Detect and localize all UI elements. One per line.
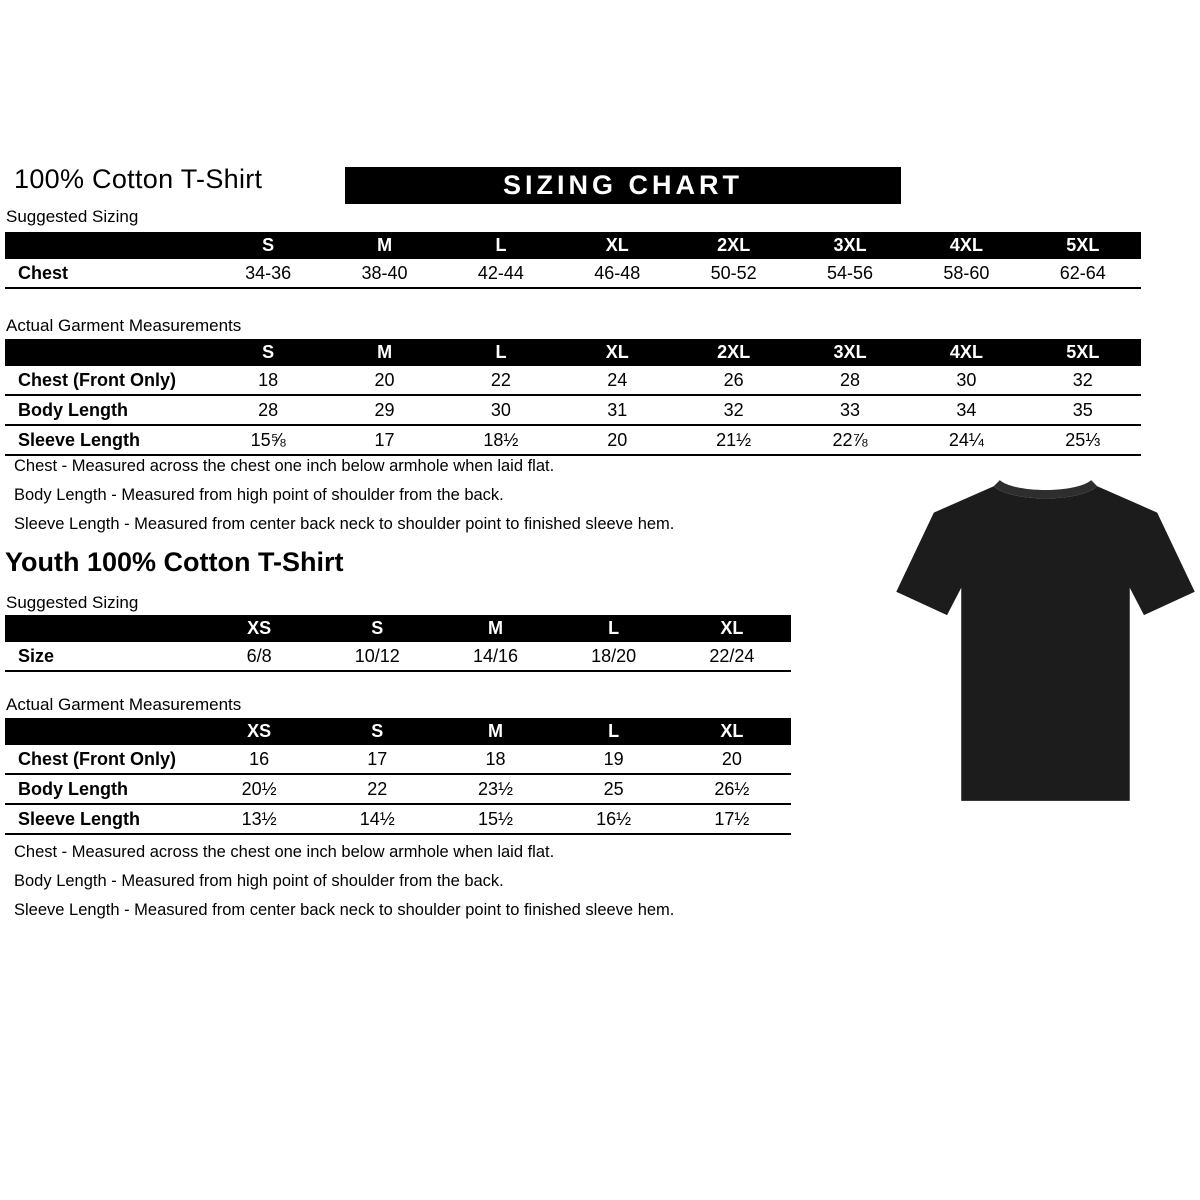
table-cell: 16 bbox=[200, 745, 318, 774]
column-header: XL bbox=[673, 718, 791, 745]
table-cell: 22 bbox=[318, 774, 436, 804]
column-header: XS bbox=[200, 615, 318, 642]
table-cell: 25 bbox=[555, 774, 673, 804]
table-row bbox=[5, 804, 791, 834]
table-row bbox=[5, 259, 1141, 288]
column-header: 3XL bbox=[792, 232, 908, 259]
column-header bbox=[5, 232, 210, 259]
column-header: L bbox=[555, 615, 673, 642]
table-cell: 18/20 bbox=[555, 642, 673, 671]
table-cell: 20 bbox=[559, 425, 675, 455]
column-header bbox=[5, 615, 200, 642]
table-cell: 33 bbox=[792, 395, 908, 425]
table-cell: 35 bbox=[1025, 395, 1141, 425]
column-header: XL bbox=[559, 339, 675, 366]
table-cell: 21½ bbox=[676, 425, 792, 455]
row-label: Sleeve Length bbox=[5, 425, 210, 455]
table-cell: 20½ bbox=[200, 774, 318, 804]
table-cell: 62-64 bbox=[1025, 259, 1141, 288]
table-cell: 29 bbox=[326, 395, 442, 425]
table-cell: 24¼ bbox=[908, 425, 1024, 455]
table-cell: 31 bbox=[559, 395, 675, 425]
header-row bbox=[5, 232, 1141, 259]
column-header: S bbox=[318, 718, 436, 745]
column-header: M bbox=[436, 615, 554, 642]
table-cell: 17 bbox=[318, 745, 436, 774]
column-header: 4XL bbox=[908, 339, 1024, 366]
row-label: Body Length bbox=[5, 774, 200, 804]
column-header: 4XL bbox=[908, 232, 1024, 259]
table-cell: 18½ bbox=[443, 425, 559, 455]
row-label: Body Length bbox=[5, 395, 210, 425]
column-header: XL bbox=[559, 232, 675, 259]
column-header: S bbox=[210, 339, 326, 366]
table-cell: 54-56 bbox=[792, 259, 908, 288]
column-header: 3XL bbox=[792, 339, 908, 366]
table-cell: 25⅓ bbox=[1025, 425, 1141, 455]
adult-measurement-notes bbox=[14, 452, 674, 539]
table-cell: 6/8 bbox=[200, 642, 318, 671]
column-header: L bbox=[443, 232, 559, 259]
column-header: L bbox=[443, 339, 559, 366]
row-label: Size bbox=[5, 642, 200, 671]
table-cell: 16½ bbox=[555, 804, 673, 834]
table-cell: 18 bbox=[436, 745, 554, 774]
table-cell: 28 bbox=[792, 366, 908, 395]
note-line: Sleeve Length - Measured from center back neck to shoulder point to finished sleeve hem. bbox=[14, 901, 675, 919]
table-cell: 18 bbox=[210, 366, 326, 395]
table-cell: 22⅞ bbox=[792, 425, 908, 455]
row-label: Chest (Front Only) bbox=[5, 745, 200, 774]
table-row bbox=[5, 395, 1141, 425]
table-cell: 17½ bbox=[673, 804, 791, 834]
row-label: Sleeve Length bbox=[5, 804, 200, 834]
column-header: L bbox=[555, 718, 673, 745]
table-cell: 19 bbox=[555, 745, 673, 774]
table-cell: 15½ bbox=[436, 804, 554, 834]
table-row bbox=[5, 366, 1141, 395]
youth-measurement-notes bbox=[14, 838, 674, 925]
column-header: 5XL bbox=[1025, 232, 1141, 259]
table-cell: 22 bbox=[443, 366, 559, 395]
sizing-chart-banner: SIZING CHART bbox=[345, 167, 901, 204]
tshirt-image bbox=[893, 472, 1198, 807]
column-header: 5XL bbox=[1025, 339, 1141, 366]
column-header: M bbox=[326, 339, 442, 366]
table-cell: 50-52 bbox=[676, 259, 792, 288]
note-line: Body Length - Measured from high point of shoulder from the back. bbox=[14, 486, 504, 504]
table-cell: 20 bbox=[326, 366, 442, 395]
row-label: Chest (Front Only) bbox=[5, 366, 210, 395]
table-cell: 46-48 bbox=[559, 259, 675, 288]
header-row bbox=[5, 615, 791, 642]
table-cell: 34 bbox=[908, 395, 1024, 425]
table-row bbox=[5, 745, 791, 774]
adult-section-title: 100% Cotton T-Shirt bbox=[14, 164, 263, 194]
youth-actual-measurements-table bbox=[5, 718, 791, 835]
table-cell: 17 bbox=[326, 425, 442, 455]
table-cell: 13½ bbox=[200, 804, 318, 834]
table-cell: 26 bbox=[676, 366, 792, 395]
table-cell: 20 bbox=[673, 745, 791, 774]
column-header: M bbox=[326, 232, 442, 259]
column-header: 2XL bbox=[676, 339, 792, 366]
table-cell: 10/12 bbox=[318, 642, 436, 671]
table-cell: 28 bbox=[210, 395, 326, 425]
table-cell: 14½ bbox=[318, 804, 436, 834]
row-label: Chest bbox=[5, 259, 210, 288]
column-header: S bbox=[210, 232, 326, 259]
column-header bbox=[5, 718, 200, 745]
note-line: Sleeve Length - Measured from center back neck to shoulder point to finished sleeve hem. bbox=[14, 515, 675, 533]
table-cell: 30 bbox=[908, 366, 1024, 395]
adult-actual-measurements-table bbox=[5, 339, 1141, 456]
table-cell: 15⅝ bbox=[210, 425, 326, 455]
table-row bbox=[5, 774, 791, 804]
table-cell: 14/16 bbox=[436, 642, 554, 671]
column-header: M bbox=[436, 718, 554, 745]
column-header: 2XL bbox=[676, 232, 792, 259]
column-header: XL bbox=[673, 615, 791, 642]
header-row bbox=[5, 339, 1141, 366]
table-cell: 32 bbox=[1025, 366, 1141, 395]
adult-suggested-sizing-table bbox=[5, 232, 1141, 289]
table-cell: 42-44 bbox=[443, 259, 559, 288]
column-header: XS bbox=[200, 718, 318, 745]
youth-section-title: Youth 100% Cotton T-Shirt bbox=[5, 547, 344, 577]
table-cell: 22/24 bbox=[673, 642, 791, 671]
table-cell: 58-60 bbox=[908, 259, 1024, 288]
note-line: Body Length - Measured from high point of shoulder from the back. bbox=[14, 872, 504, 890]
youth-suggested-sizing-table bbox=[5, 615, 791, 672]
table-row bbox=[5, 425, 1141, 455]
table-cell: 32 bbox=[676, 395, 792, 425]
table-cell: 34-36 bbox=[210, 259, 326, 288]
youth-suggested-sizing-heading: Suggested Sizing bbox=[6, 593, 139, 612]
table-row bbox=[5, 642, 791, 671]
note-line: Chest - Measured across the chest one inch below armhole when laid flat. bbox=[14, 457, 555, 475]
note-line: Chest - Measured across the chest one inch below armhole when laid flat. bbox=[14, 843, 555, 861]
table-cell: 23½ bbox=[436, 774, 554, 804]
column-header bbox=[5, 339, 210, 366]
adult-suggested-sizing-heading: Suggested Sizing bbox=[6, 207, 139, 226]
header-row bbox=[5, 718, 791, 745]
adult-actual-measurements-heading: Actual Garment Measurements bbox=[6, 316, 242, 335]
column-header: S bbox=[318, 615, 436, 642]
youth-actual-measurements-heading: Actual Garment Measurements bbox=[6, 695, 242, 714]
table-cell: 26½ bbox=[673, 774, 791, 804]
table-cell: 30 bbox=[443, 395, 559, 425]
table-cell: 24 bbox=[559, 366, 675, 395]
table-cell: 38-40 bbox=[326, 259, 442, 288]
tshirt-body-shape bbox=[896, 486, 1194, 801]
